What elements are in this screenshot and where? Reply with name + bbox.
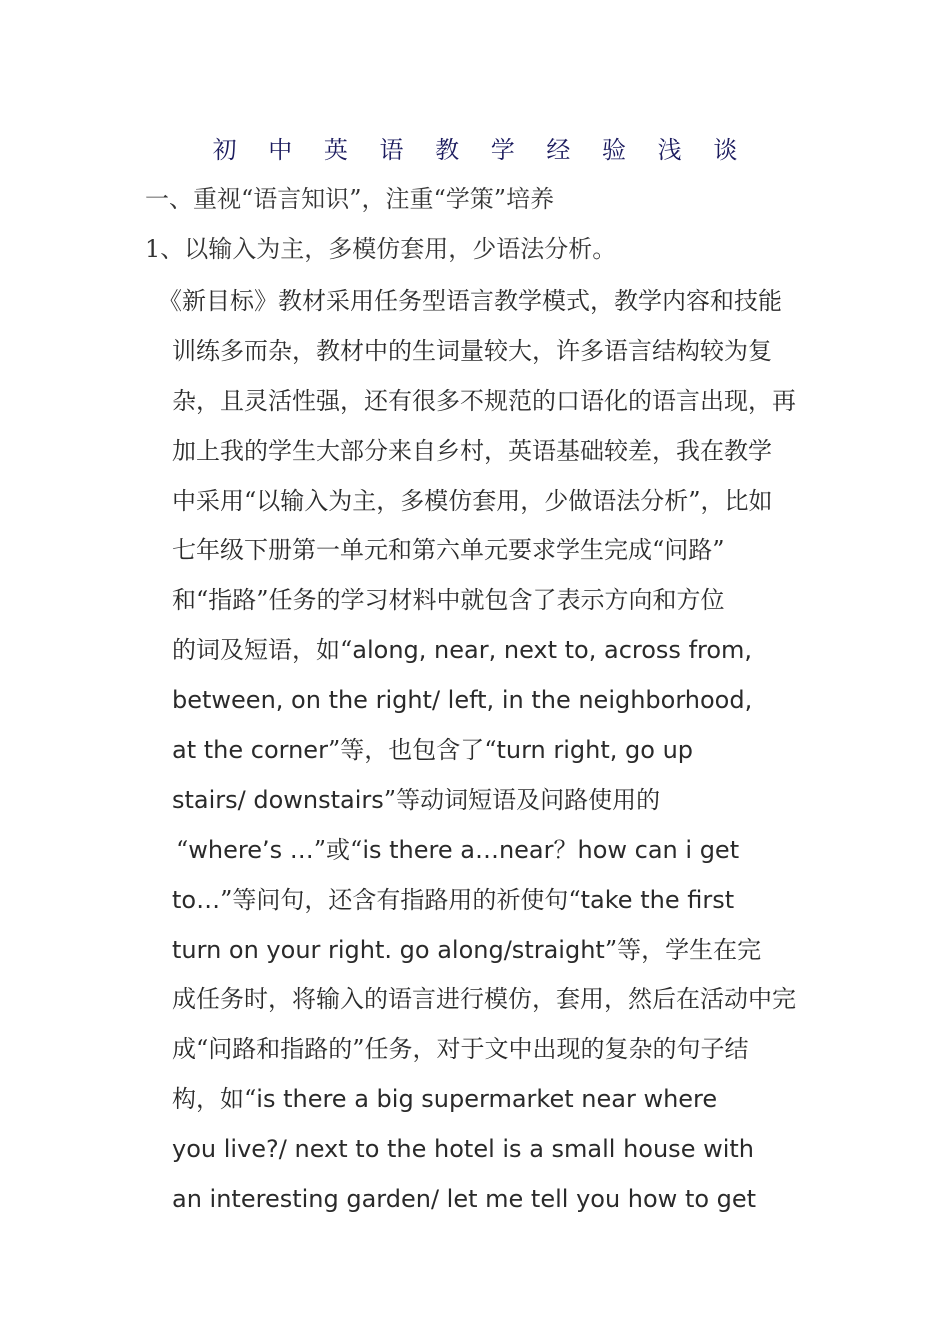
paragraph-line: stairs/ downstairs”等动词短语及问路使用的	[172, 785, 661, 814]
paragraph-line: 构，如“is there a big supermarket near where	[172, 1085, 718, 1114]
paragraph-line: 成任务时，将输入的语言进行模仿，套用，然后在活动中完	[172, 985, 796, 1014]
paragraph-line: you live?/ next to the hotel is a small house with	[172, 1135, 754, 1164]
paragraph-line: 杂，且灵活性强，还有很多不规范的口语化的语言出现，再	[172, 386, 796, 415]
paragraph-line: at the corner”等，也包含了“turn right, go up	[172, 736, 694, 765]
paragraph-line: turn on your right. go along/straight”等，学生在完	[172, 935, 762, 964]
paragraph-line: 的词及短语，如“along, near, next to, across from,	[172, 636, 753, 665]
paragraph-line: an interesting garden/ let me tell you how to get	[172, 1185, 757, 1214]
paragraph-line: “where’s …”或“is there a…near？how can i get	[176, 835, 740, 864]
paragraph-line: 中采用“以输入为主，多模仿套用，少做语法分析”，比如	[172, 486, 773, 515]
paragraph-line: 和“指路”任务的学习材料中就包含了表示方向和方位	[172, 586, 725, 615]
paragraph-line: to…”等问句，还含有指路用的祈使句“take the first	[172, 885, 735, 914]
paragraph-line: 成“问路和指路的”任务，对于文中出现的复杂的句子结	[172, 1035, 749, 1064]
document-title: 初 中 英 语 教 学 经 验 浅 谈	[212, 136, 750, 164]
paragraph-line: 七年级下册第一单元和第六单元要求学生完成“问路”	[172, 536, 725, 565]
paragraph-line: 加上我的学生大部分来自乡村，英语基础较差，我在教学	[172, 436, 772, 465]
paragraph-line: 《新目标》教材采用任务型语言教学模式，教学内容和技能	[158, 287, 782, 315]
sub-heading: 1、以输入为主，多模仿套用，少语法分析。	[145, 235, 617, 263]
body-paragraph	[158, 277, 812, 1225]
section-heading: 一、重视“语言知识”，注重“学策”培养	[145, 185, 555, 213]
paragraph-line: 训练多而杂，教材中的生词量较大，许多语言结构较为复	[172, 336, 772, 365]
paragraph-line: between, on the right/ left, in the neighborhood,	[172, 686, 753, 715]
